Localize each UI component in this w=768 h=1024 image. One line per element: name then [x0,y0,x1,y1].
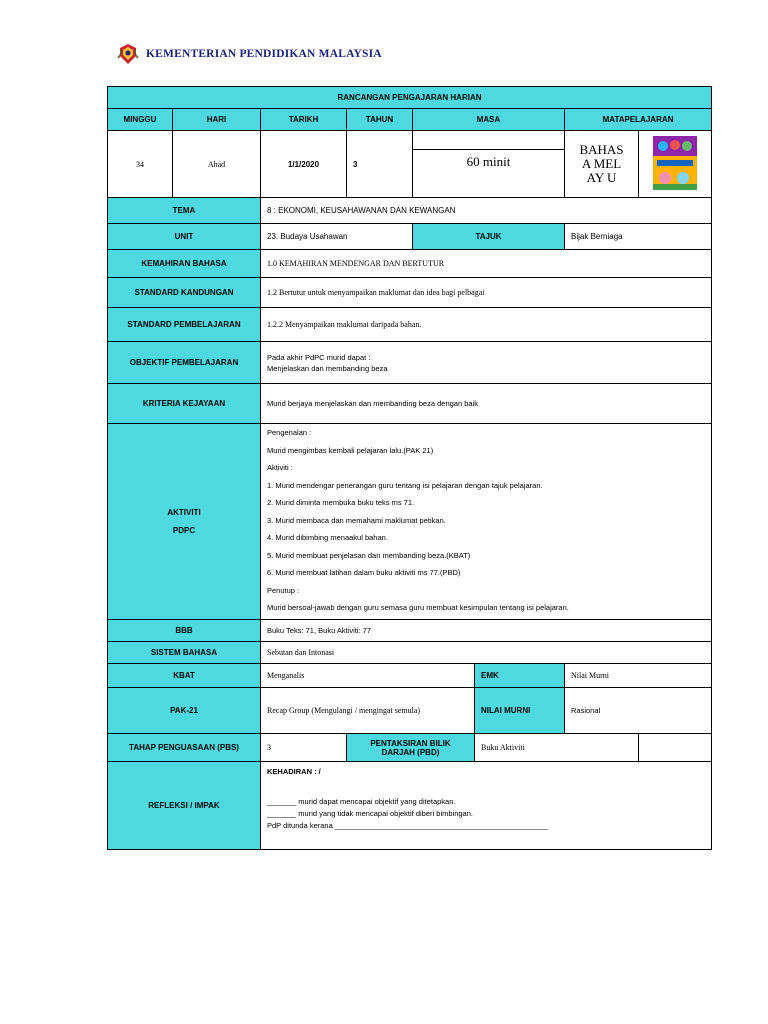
lesson-plan-table [107,86,712,850]
minggu-value: 34 [108,131,173,198]
col-hari: HARI [173,109,261,131]
sk-label: STANDARD KANDUNGAN [108,278,261,308]
kbat-label: KBAT [108,664,261,688]
aktiviti-line: 5. Murid membuat penjelasan dan membanding beza.(KBAT) [267,550,471,560]
aktiviti-line: Pengenalan : [267,428,312,437]
sk-value: 1.2 Bertutur untuk menyampaikan maklumat dan idea bagi pelbagai [261,278,712,308]
info-row [108,131,712,198]
sistem-row [108,642,712,664]
pbd-extra-cell [639,734,712,762]
sistem-label: SISTEM BAHASA [108,642,261,664]
aktiviti-line: 2. Murid diminta membuka buku teks ms 71. [267,498,415,507]
book-cell [639,131,712,198]
pbd-label: PENTAKSIRAN BILIK DARJAH (PBD) [347,734,475,762]
refleksi-row [108,762,712,850]
bbb-value: Buku Teks: 71, Buku Aktiviti: 77 [261,620,712,642]
pak21-label: PAK-21 [108,688,261,734]
refleksi-label: REFLEKSI / IMPAK [108,762,261,850]
kriteria-row [108,384,712,424]
pak21-row [108,688,712,734]
sk-row [108,278,712,308]
aktiviti-line: Murid bersoal-jawab dengan guru semasa guru membuat kesimpulan tentang isi pelajaran. [267,603,569,612]
aktiviti-label: AKTIVITI [167,507,201,517]
sistem-value: Sebutan dan Intonasi [261,642,712,664]
aktiviti-cell [261,424,712,620]
aktiviti-line: Aktiviti : [267,463,293,472]
aktiviti-line: 6. Murid membuat latihan dalam buku aktiviti ms 77.(PBD) [267,568,461,577]
tahap-row [108,734,712,762]
aktiviti-row [108,424,712,620]
tajuk-value: Bijak Berniaga [565,224,712,250]
plan-title: RANCANGAN PENGAJARAN HARIAN [108,87,712,109]
matapelajaran-value: BAHAS A MELAY U [565,131,639,198]
refleksi-line-3: PdP ditunda kerana ___________________________________________________ [267,821,548,830]
nilai-murni-label: NILAI MURNI [475,688,565,734]
objektif-row [108,342,712,384]
kriteria-label: KRITERIA KEJAYAAN [108,384,261,424]
refleksi-cell [261,762,712,850]
emk-value: Nilai Murni [565,664,712,688]
sp-row [108,308,712,342]
column-header-row [108,109,712,131]
objektif-line-1: Pada akhir PdPC murid dapat : [267,352,371,362]
aktiviti-line: 3. Murid membaca dan memahami maklumat petikan. [267,515,446,525]
unit-value: 23. Budaya Usahawan [261,224,413,250]
pak21-value: Recap Group (Mengulangi / mengingat semula) [261,688,475,734]
kbat-row [108,664,712,688]
title-row [108,87,712,109]
kemahiran-value: 1.0 KEMAHIRAN MENDENGAR DAN BERTUTUR [261,250,712,278]
kriteria-value: Murid berjaya menjelaskan dan membanding beza dengan baik [261,384,712,424]
col-matapelajaran: MATAPELAJARAN [565,109,712,131]
tarikh-value: 1/1/2020 [261,131,347,198]
bbb-row [108,620,712,642]
col-tarikh: TARIKH [261,109,347,131]
tema-value: 8 : EKONOMI, KEUSAHAWANAN DAN KEWANGAN [261,198,712,224]
tahap-value: 3 [261,734,347,762]
pbd-value: Buku Aktiviti [475,734,639,762]
aktiviti-label-cell [108,424,261,620]
emk-label: EMK [475,664,565,688]
objektif-label: OBJEKTIF PEMBELAJARAN [108,342,261,384]
objektif-cell [261,342,712,384]
refleksi-line-2: _______ murid yang tidak mencapai objektif diberi bimbingan. [267,809,473,818]
unit-label: UNIT [108,224,261,250]
tahap-label: TAHAP PENGUASAAN (PBS) [108,734,261,762]
kehadiran-line: KEHADIRAN : / [267,767,321,776]
col-minggu: MINGGU [108,109,173,131]
sp-label: STANDARD PEMBELAJARAN [108,308,261,342]
tahun-value: 3 [347,131,413,198]
pdpc-label: PDPC [172,525,196,535]
ministry-name: KEMENTERIAN PENDIDIKAN MALAYSIA [146,48,382,60]
col-masa: MASA [413,109,565,131]
aktiviti-line: 1. Murid mendengar penerangan guru tentang isi pelajaran dengan tajuk pelajaran. [267,480,543,490]
objektif-line-2: Menjelaskan dan membanding beza [267,363,388,373]
aktiviti-line: 4. Murid dibimbing menaakul bahan. [267,533,388,542]
aktiviti-line: Penutup : [267,585,300,595]
aktiviti-line: Murid mengimbas kembali pelajaran lalu.(PAK 21) [267,445,434,455]
hari-value: Ahad [173,131,261,198]
sp-value: 1.2.2 Menyampaikan maklumat daripada bahan. [261,308,712,342]
kbat-value: Menganalis [261,664,475,688]
unit-row [108,224,712,250]
tajuk-label: TAJUK [413,224,565,250]
nilai-murni-value: Rasional [565,688,712,734]
col-tahun: TAHUN [347,109,413,131]
masa-cell [413,131,565,198]
ministry-crest-icon [116,42,140,66]
tema-label: TEMA [108,198,261,224]
textbook-cover-icon [653,136,697,190]
kemahiran-label: KEMAHIRAN BAHASA [108,250,261,278]
masa-value: 60 minit [466,154,511,169]
tema-row [108,198,712,224]
kemahiran-row [108,250,712,278]
bbb-label: BBB [108,620,261,642]
refleksi-line-1: _______ murid dapat mencapai objektif yang ditetapkan. [267,797,456,806]
document-header [116,40,382,68]
